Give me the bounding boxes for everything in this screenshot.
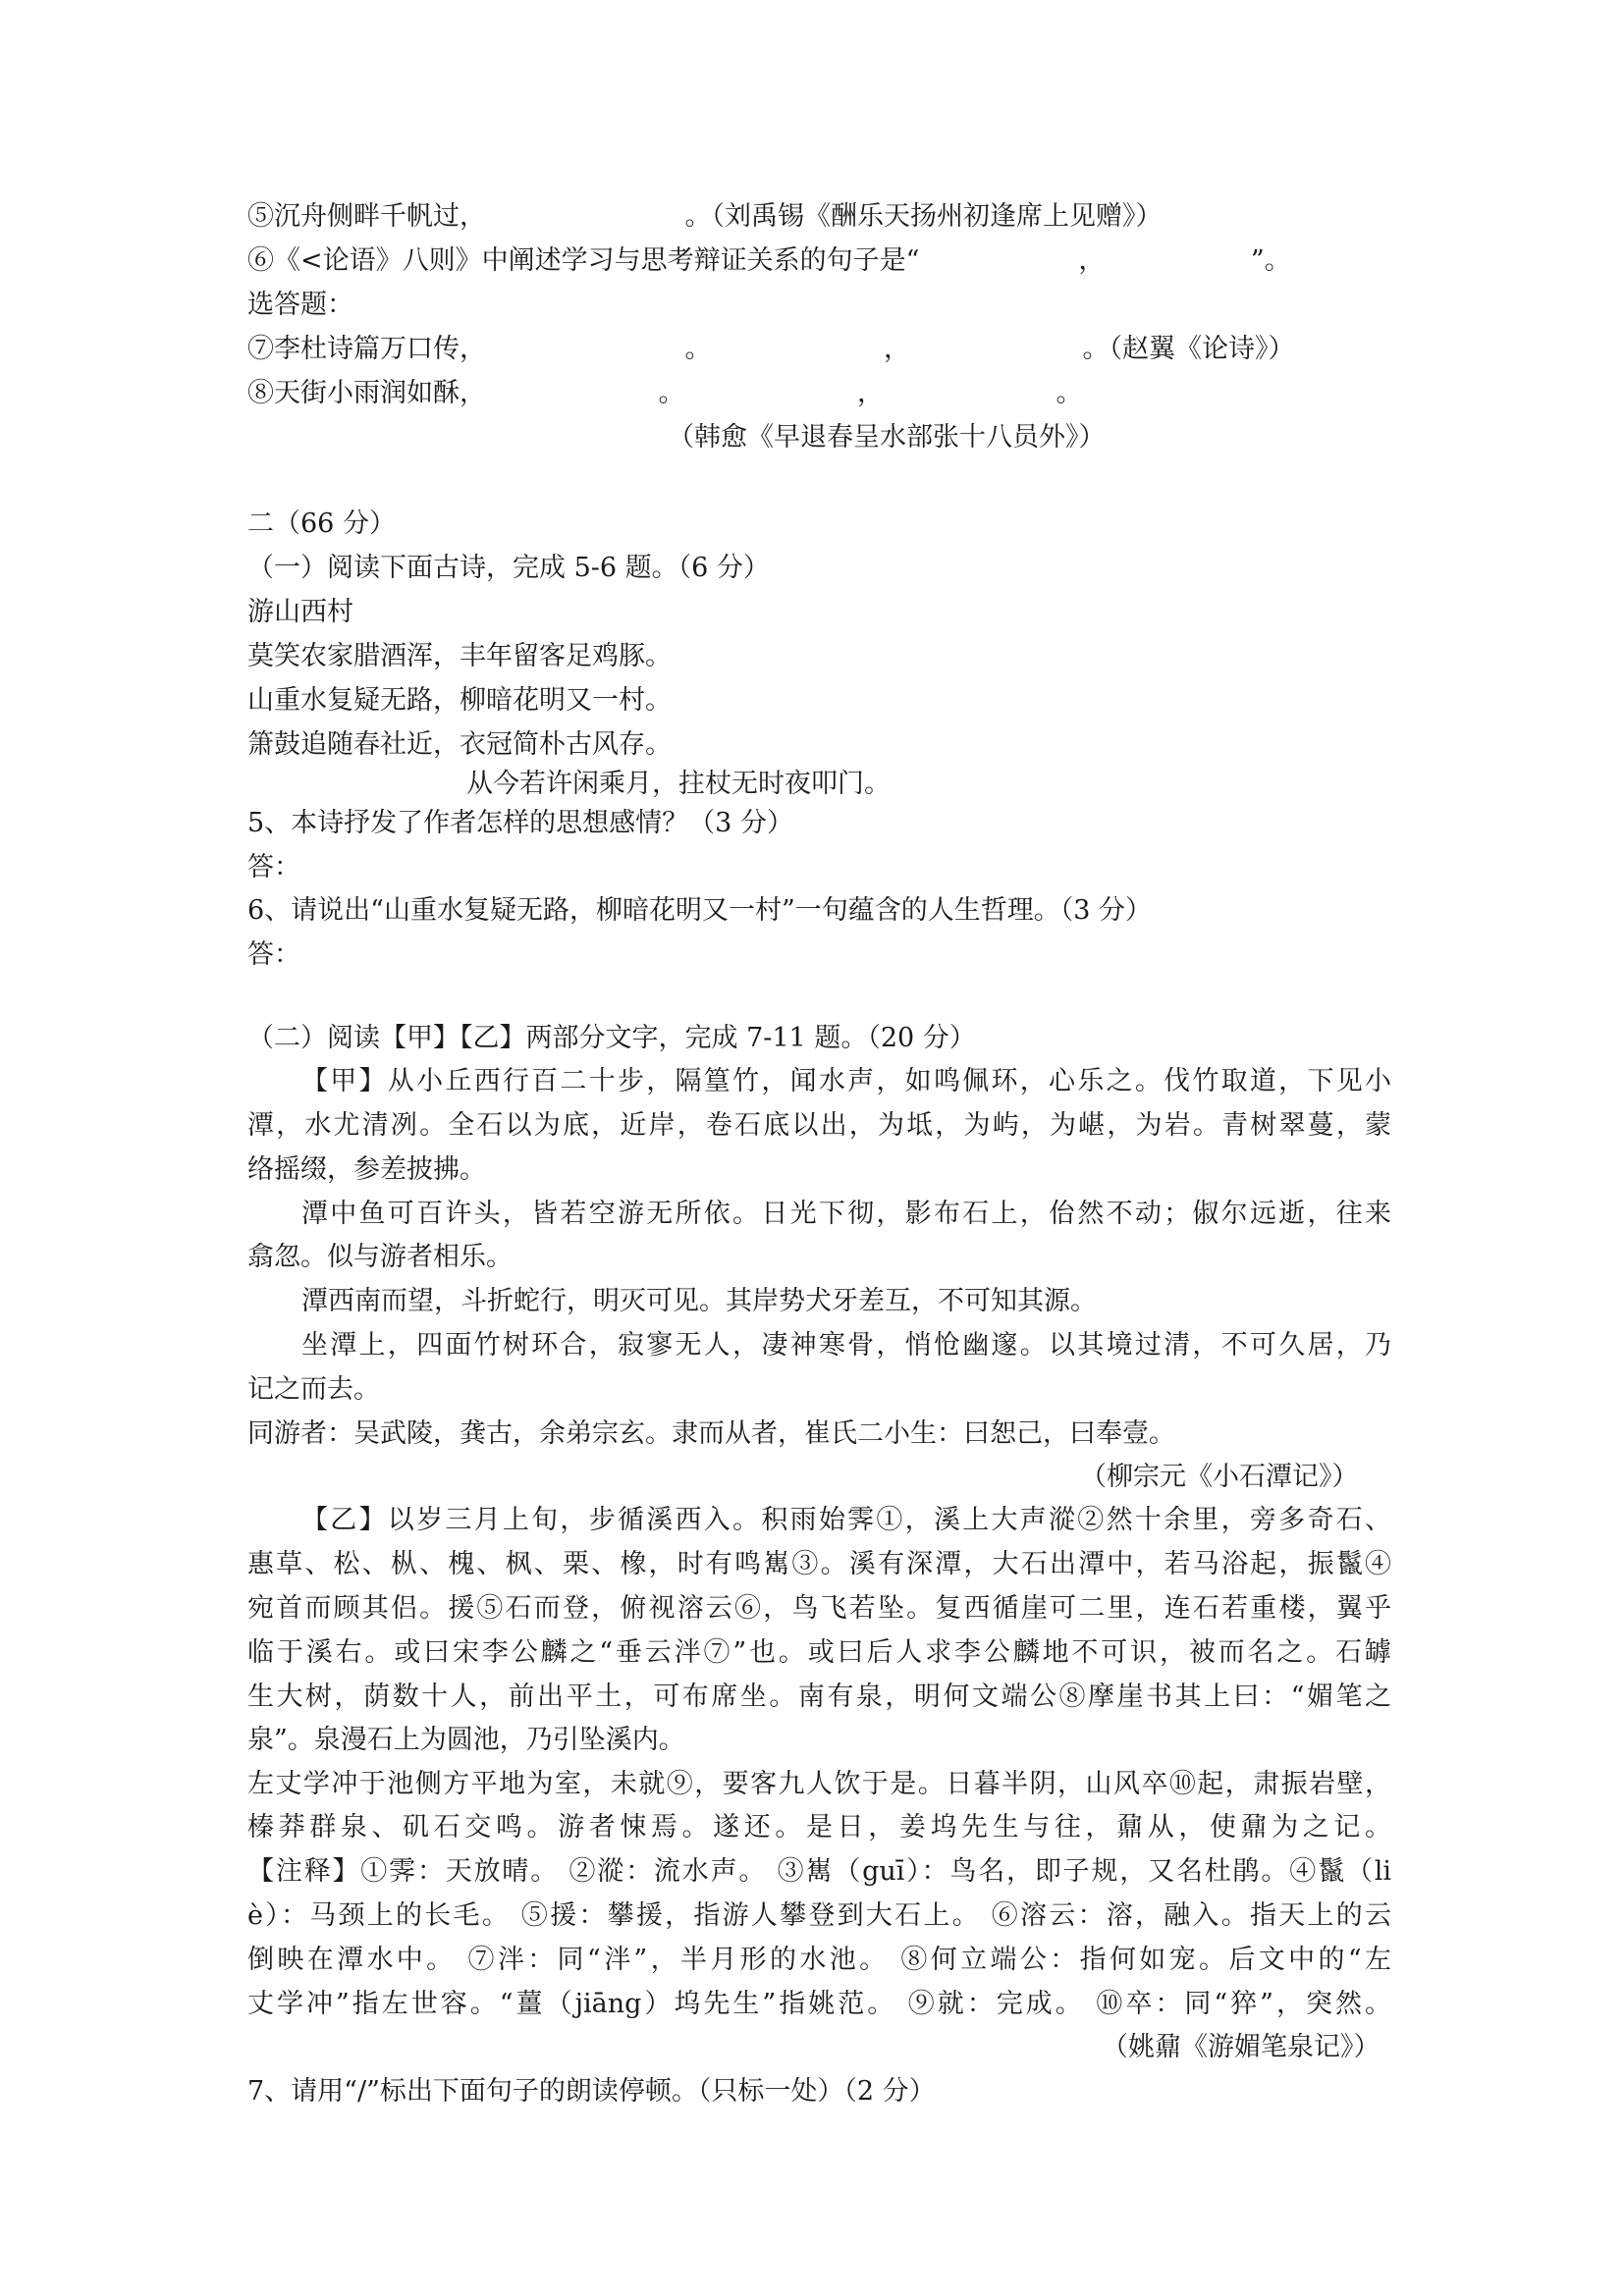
poem-line: 箫鼓追随春社近，衣冠简朴古风存。 [247, 729, 672, 760]
question-5: 5、本诗抒发了作者怎样的思想感情？（3 分） [247, 808, 793, 838]
question-line-8-source: （韩愈《早退春呈水部张十八员外》） [668, 422, 1106, 453]
question-line-8: ⑧天街小雨润如酥， 。 ， 。 [247, 378, 1083, 408]
passage-jia-source: （柳宗元《小石潭记》） [1080, 1462, 1359, 1492]
annotation-line: 倒映在潭水中。 ⑦泮：同“泮”，半月形的水池。 ⑧何立端公：指何如宠。后文中的“左 [247, 1945, 1391, 1975]
passage-jia-line: 翕忽。似与游者相乐。 [247, 1242, 513, 1272]
question-line-6: ⑥《<论语》八则》中阐述学习与思考辩证关系的句子是“ ， ”。 [247, 245, 1291, 276]
question-line-5: ⑤沉舟侧畔千帆过， 。（刘禹锡《酬乐天扬州初逢席上见赠》） [247, 201, 1163, 232]
subsection-2-heading: （二）阅读【甲】【乙】两部分文字，完成 7-11 题。（20 分） [247, 1023, 976, 1053]
poem-title: 游山西村 [247, 597, 353, 627]
passage-jia-line: 记之而去。 [247, 1374, 380, 1405]
poem-line: 从今若许闲乘月，拄杖无时夜叩门。 [466, 769, 891, 799]
answer-6-label: 答： [247, 939, 300, 970]
passage-yi-line: 惠草、松、枞、槐、枫、栗、橡，时有鸣嶲③。溪有深潭，大石出潭中，若马浴起，振鬣④ [247, 1549, 1391, 1579]
passage-jia-line: 【甲】从小丘西行百二十步，隔篁竹，闻水声，如鸣佩环，心乐之。伐竹取道，下见小 [301, 1066, 1391, 1096]
annotation-line: è）：马颈上的长毛。 ⑤援：攀援，指游人攀登到大石上。 ⑥溶云：溶，融入。指天上的云 [247, 1900, 1391, 1931]
poem-line: 莫笑农家腊酒浑，丰年留客足鸡豚。 [247, 641, 672, 671]
question-line-7: ⑦李杜诗篇万口传， 。 ， 。（赵翼《论诗》） [247, 334, 1295, 364]
passage-jia-line: 潭中鱼可百许头，皆若空游无所依。日光下彻，影布石上，佁然不动；俶尔远逝，往来 [301, 1199, 1391, 1229]
passage-jia-line: 坐潭上，四面竹树环合，寂寥无人，凄神寒骨，悄怆幽邃。以其境过清，不可久居，乃 [301, 1330, 1391, 1361]
annotation-line: 【注释】①霁：天放晴。 ②漎：流水声。 ③嶲（guī）：鸟名，即子规，又名杜鹃。④鬣（li [247, 1856, 1391, 1887]
passage-yi-line: 生大树，荫数十人，前出平土，可布席坐。南有泉，明何文端公⑧摩崖书其上曰：“媚笔之 [247, 1682, 1391, 1712]
annotation-line: 丈学冲”指左世容。“薑（jiāng）坞先生”指姚范。 ⑨就：完成。 ⑩卒：同“猝”，突然。 [247, 1989, 1391, 2019]
passage-yi-line: 【乙】以岁三月上旬，步循溪西入。积雨始霁①，溪上大声漎②然十余里，旁多奇石、 [301, 1505, 1391, 1535]
passage-yi-line: 临于溪右。或曰宋李公麟之“垂云泮⑦”也。或曰后人求李公麟地不可识，被而名之。石罅 [247, 1637, 1391, 1668]
passage-yi-line: 榛莽群泉、矶石交鸣。游者悚焉。遂还。是日，姜坞先生与往，鼐从，使鼐为之记。 [247, 1812, 1391, 1842]
subsection-1-heading: （一）阅读下面古诗，完成 5-6 题。（6 分） [247, 553, 770, 583]
passage-yi-line: 宛首而顾其侣。援⑤石而登，俯视溶云⑥，鸟飞若坠。复西循崖可二里，连石若重楼，翼乎 [247, 1593, 1391, 1624]
passage-jia-line: 络摇缀，参差披拂。 [247, 1154, 486, 1185]
passage-jia-line: 潭西南而望，斗折蛇行，明灭可见。其岸势犬牙差互，不可知其源。 [301, 1286, 1097, 1316]
answer-5-label: 答： [247, 852, 300, 882]
passage-yi-line: 左丈学冲于池侧方平地为室，未就⑨，要客九人饮于是。日暮半阴，山风卒⑩起，肃振岩壁， [247, 1769, 1391, 1799]
question-6: 6、请说出“山重水复疑无路，柳暗花明又一村”一句蕴含的人生哲理。（3 分） [247, 895, 1153, 926]
passage-jia-line: 同游者：吴武陵，龚古，余弟宗玄。隶而从者，崔氏二小生：曰恕己，曰奉壹。 [247, 1418, 1175, 1449]
passage-yi-line: 泉”。泉漫石上为圆池，乃引坠溪内。 [247, 1725, 685, 1755]
elective-label: 选答题： [247, 290, 353, 320]
poem-line: 山重水复疑无路，柳暗花明又一村。 [247, 685, 672, 716]
passage-jia-line: 潭，水尤清冽。全石以为底，近岸，卷石底以出，为坻，为屿，为嵁，为岩。青树翠蔓，蒙 [247, 1110, 1391, 1141]
passage-yi-source: （姚鼐《游媚笔泉记》） [1102, 2032, 1380, 2062]
section-heading: 二（66 分） [247, 508, 396, 539]
question-7: 7、请用“/”标出下面句子的朗读停顿。（只标一处）（2 分） [247, 2076, 936, 2107]
